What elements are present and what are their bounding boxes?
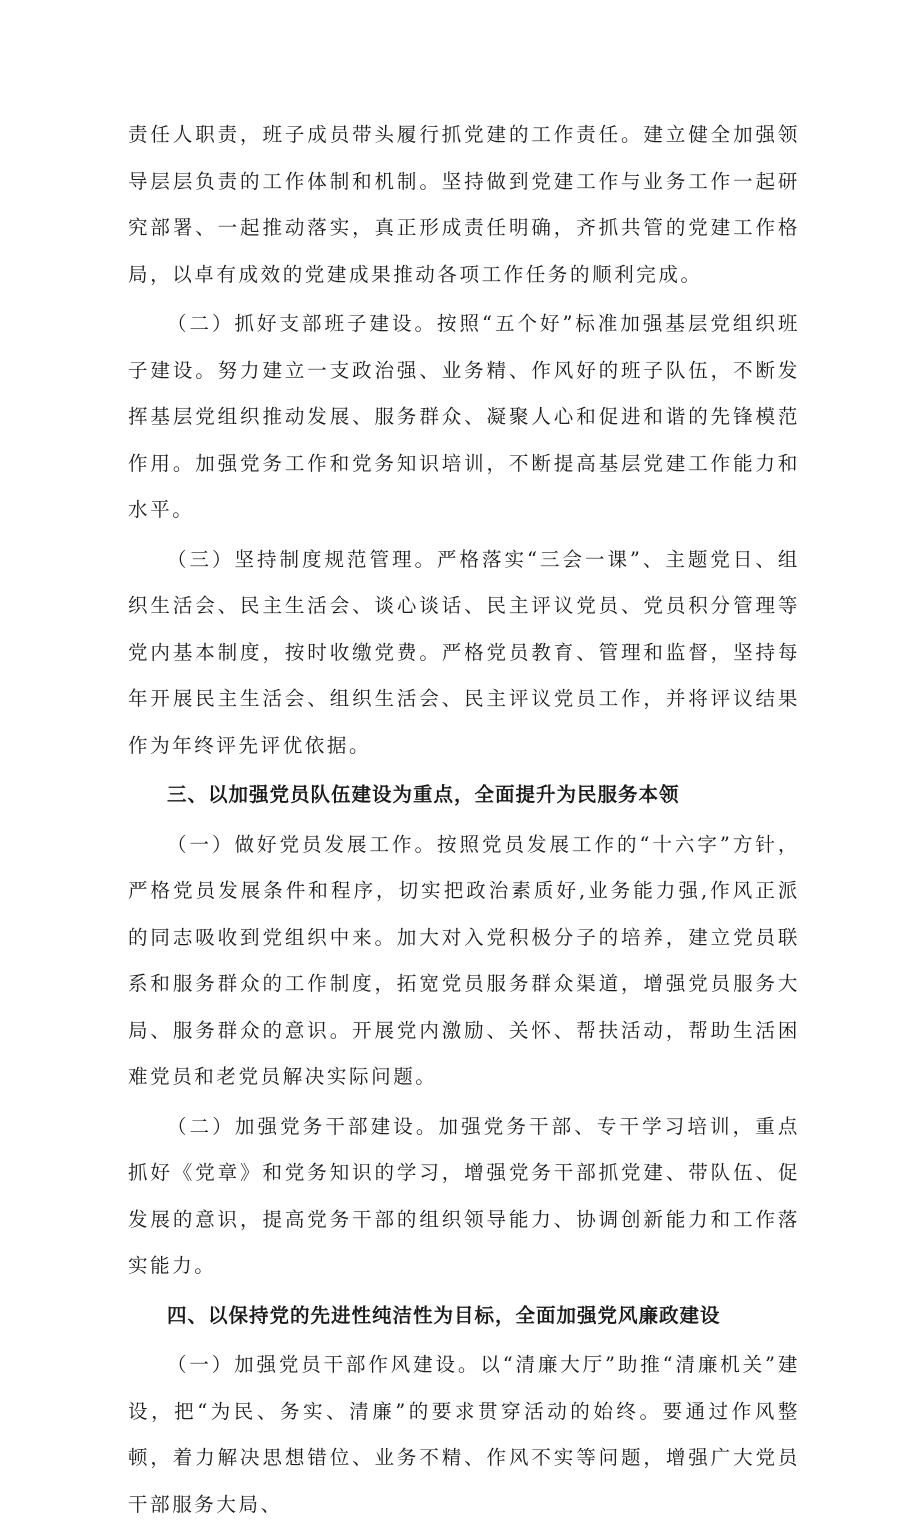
paragraph-cadre-building: （二）加强党务干部建设。加强党务干部、专干学习培训，重点抓好《党章》和党务知识的学习，增强党务干部抓党建、带队伍、促发展的意识，提高党务干部的组织领导能力、协调创新能力和工作落实能力。 [128,1114,800,1277]
document-body [128,112,800,1531]
paragraph-system-management: （三）坚持制度规范管理。严格落实“三会一课”、主题党日、组织生活会、民主生活会、谈心谈话、民主评议党员、党员积分管理等党内基本制度，按时收缴党费。严格党员教育、管理和监督，坚持每年开展民主生活会、组织生活会、民主评议党员工作，并将评议结果作为年终评先评优依据。 [128,547,800,757]
paragraph-member-development: （一）做好党员发展工作。按照党员发展工作的“十六字”方针，严格党员发展条件和程序，切实把政治素质好,业务能力强,作风正派的同志吸收到党组织中来。加大对入党积极分子的培养，建立党员联系和服务群众的工作制度，拓宽党员服务群众渠道，增强党员服务大局、服务群众的意识。开展党内激励、关怀、帮扶活动，帮助生活困难党员和老党员解决实际问题。 [128,832,800,1088]
section-heading-four: 四、以保持党的先进性纯洁性为目标，全面加强党风廉政建设 [167,1303,721,1327]
paragraph-branch-team-building: （二）抓好支部班子建设。按照“五个好”标准加强基层党组织班子建设。努力建立一支政治强、业务精、作风好的班子队伍，不断发挥基层党组织推动发展、服务群众、凝聚人心和促进和谐的先锋模范作用。加强党务工作和党务知识培训，不断提高基层党建工作能力和水平。 [128,312,800,521]
section-heading-three: 三、以加强党员队伍建设为重点，全面提升为民服务本领 [167,783,680,806]
paragraph-responsibility-continued: 责任人职责，班子成员带头履行抓党建的工作责任。建立健全加强领导层层负责的工作体制和机制。坚持做到党建工作与业务工作一起研究部署、一起推动落实，真正形成责任明确，齐抓共管的党建工作格局，以卓有成效的党建成果推动各项工作任务的顺利完成。 [128,123,800,286]
paragraph-work-style: （一）加强党员干部作风建设。以“清廉大厅”助推“清廉机关”建设，把“为民、务实、清廉”的要求贯穿活动的始终。要通过作风整顿，着力解决思想错位、业务不精、作风不实等问题，增强广大党员干部服务大局、 [128,1353,800,1516]
